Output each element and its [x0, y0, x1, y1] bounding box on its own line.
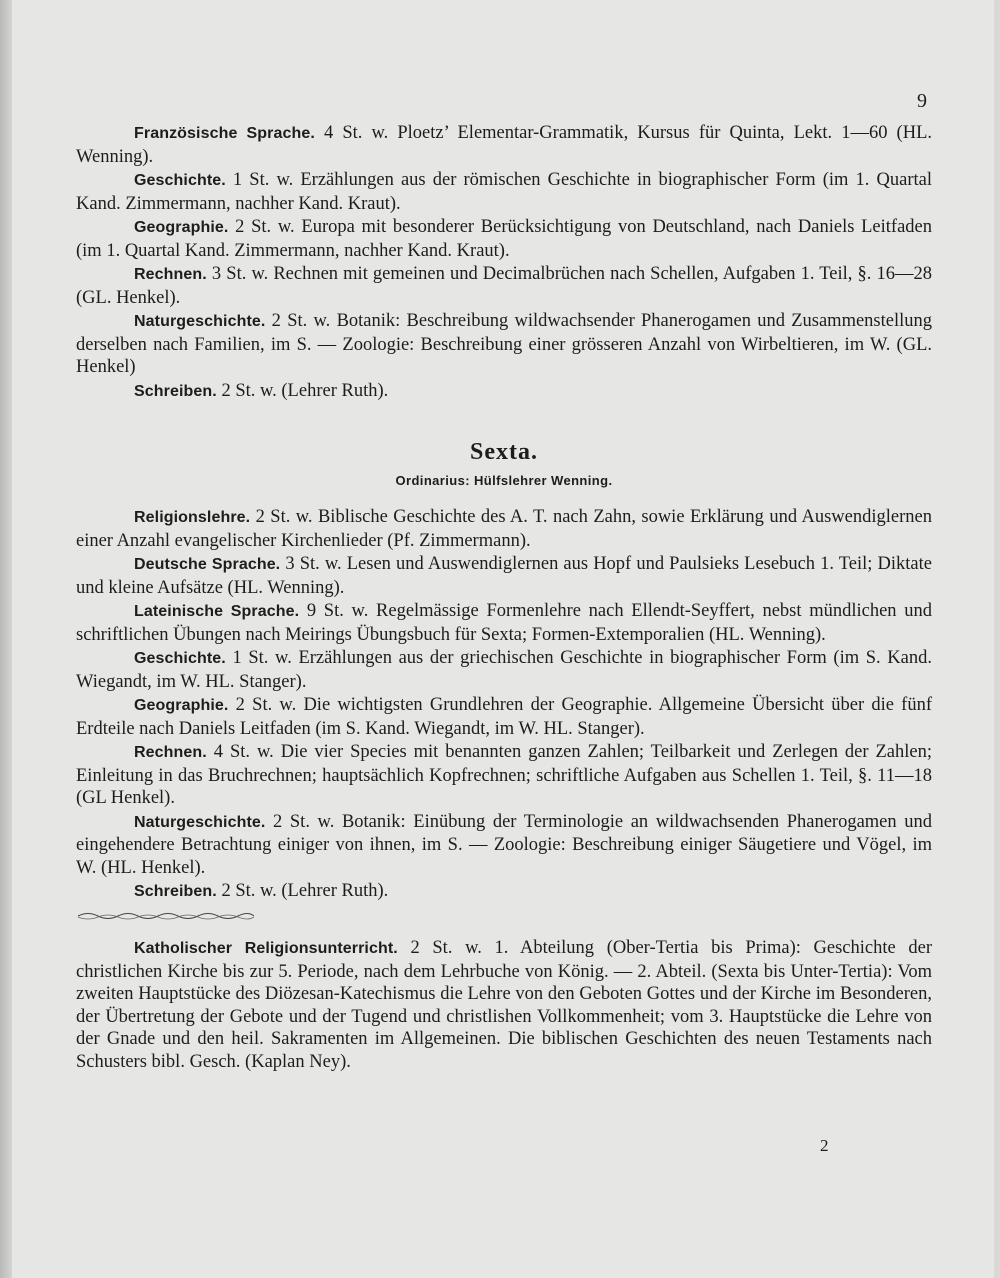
subject-label: Französische Sprache. [134, 125, 315, 142]
subject-label: Rechnen. [134, 744, 207, 761]
paragraph-text: 2 St. w. Die wichtigsten Grundlehren der Geographie. Allgemeine Übersicht über die fünf Erdteile nach Daniels Leitfaden (im S. Kand. Wiegandt, im W. HL. Stanger). [76, 695, 932, 739]
paragraph-text: 2 St. w. 1. Abteilung (Ober-Tertia bis Prima): Geschichte der christlichen Kirche bis zur 5. Periode, nach dem Lehrbuche von König. — 2. Abteil. (Sexta bis Unter-Tertia): Vom zweiten Hauptstücke des Diözesan-Katechismus die Lehre von den Geboten Gottes und der Kirche im Besonderen, der Übertretung der Gebote und der Tugend und christlishen Vollkommenheit; vom 3. Hauptstücke die Lehre von der Gnade und den heil. Sakramenten im Allgemeinen. Die biblischen Geschichten des neuen Testaments nach Schusters bibl. Gesch. (Kaplan Ney). [76, 938, 932, 1072]
paragraph-text: 4 St. w. Die vier Species mit benannten ganzen Zahlen; Teilbarkeit und Zerlegen der Zahlen; Einleitung in das Bruchrechnen; hauptsächlich Kopfrechnen; schriftliche Aufgaben aus Schellen 1. Teil, §. 11—18 (GL Henkel). [76, 742, 932, 808]
section-title-sexta: Sexta. [470, 439, 538, 465]
subject-label: Geschichte. [134, 172, 226, 189]
paragraph-text: 2 St. w. Botanik: Einübung der Terminologie an wildwachsenden Phanerogamen und eingehendere Betrachtung einiger von ihnen, im S. — Zoologie: Beschreibung einiger Säugetiere und Vögel, im W. (HL. Henkel). [76, 811, 932, 878]
book-page [12, 0, 994, 1278]
paragraph-text: 2 St. w. Biblische Geschichte des A. T. nach Zahn, sowie Erklärung und Auswendiglernen einer Anzahl evangelischer Kirchenlieder (Pf. Zimmermann). [76, 507, 932, 551]
paragraph-katholisch [76, 937, 932, 1073]
sexta-paragraph [76, 506, 932, 552]
paragraph-text: 1 St. w. Erzählungen aus der griechischen Geschichte in biographischer Form (im S. Kand. Wiegandt, im W. HL. Stanger). [76, 648, 932, 692]
paragraph-text: 4 St. w. Ploetz’ Elementar-Grammatik, Kursus für Quinta, Lekt. 1—60 (HL. Wenning). [76, 123, 932, 167]
subject-label: Katholischer Religionsunterricht. [134, 940, 398, 957]
paragraph-text: 2 St. w. (Lehrer Ruth). [216, 380, 389, 401]
sexta-paragraph [76, 553, 932, 599]
paragraph-text: 2 St. w. Europa mit besonderer Berücksichtigung von Deutschland, nach Daniels Leitfaden (im 1. Quartal Kand. Zimmermann, nachher Kand. Kraut). [76, 217, 932, 261]
subject-label: Religionslehre. [134, 509, 251, 526]
ordinarius-line: Ordinarius: Hülfslehrer Wenning. [395, 472, 613, 488]
signature-mark: 2 [820, 1136, 829, 1155]
quinta-paragraph [76, 122, 932, 168]
quinta-paragraph [76, 169, 932, 215]
subject-label: Lateinische Sprache. [134, 603, 300, 620]
paragraph-text: 2 St. w. Botanik: Beschreibung wildwachsender Phanerogamen und Zusammenstellung derselben nach Familien, im S. — Zoologie: Beschreibung einer grösseren Anzahl von Wirbeltieren, im W. (GL. Henkel) [76, 311, 932, 377]
quinta-section [76, 122, 932, 403]
sexta-paragraph [76, 647, 932, 693]
sexta-paragraph [76, 600, 932, 646]
subject-label: Geschichte. [134, 650, 226, 667]
ornament-divider [76, 911, 256, 921]
subject-label: Schreiben. [134, 382, 217, 400]
body-text [76, 122, 932, 1074]
subject-label: Schreiben. [134, 883, 217, 900]
quinta-paragraph [76, 380, 932, 404]
quinta-paragraph [76, 263, 932, 309]
sexta-paragraph [76, 880, 932, 904]
paragraph-text: 3 St. w. Rechnen mit gemeinen und Decimalbrüchen nach Schellen, Aufgaben 1. Teil, §. 16—28 (GL. Henkel). [76, 264, 932, 308]
subject-label: Geographie. [134, 697, 229, 714]
subject-label: Rechnen. [134, 266, 207, 283]
subject-label: Naturgeschichte. [134, 813, 266, 831]
paragraph-text: 9 St. w. Regelmässige Formenlehre nach Ellendt-Seyffert, nebst mündlichen und schriftlichen Übungen nach Meirings Übungsbuch für Sexta; Formen-Extemporalien (HL. Wenning). [76, 601, 932, 645]
sexta-section [76, 506, 932, 904]
sexta-paragraph [76, 811, 932, 880]
sexta-paragraph [76, 741, 932, 810]
subject-label: Geographie. [134, 219, 229, 236]
quinta-paragraph [76, 310, 932, 379]
subject-label: Naturgeschichte. [134, 313, 266, 330]
paragraph-text: 3 St. w. Lesen und Auswendiglernen aus Hopf und Paulsieks Lesebuch 1. Teil; Diktate und kleine Aufsätze (HL. Wenning). [76, 554, 932, 598]
subject-label: Deutsche Sprache. [134, 556, 281, 573]
page-number: 9 [917, 90, 927, 112]
page-edge-shadow [0, 0, 12, 1278]
paragraph-text: 2 St. w. (Lehrer Ruth). [216, 881, 389, 901]
sexta-paragraph [76, 694, 932, 740]
quinta-paragraph [76, 216, 932, 262]
paragraph-text: 1 St. w. Erzählungen aus der römischen Geschichte in biographischer Form (im 1. Quartal Kand. Zimmermann, nachher Kand. Kraut). [76, 170, 932, 214]
